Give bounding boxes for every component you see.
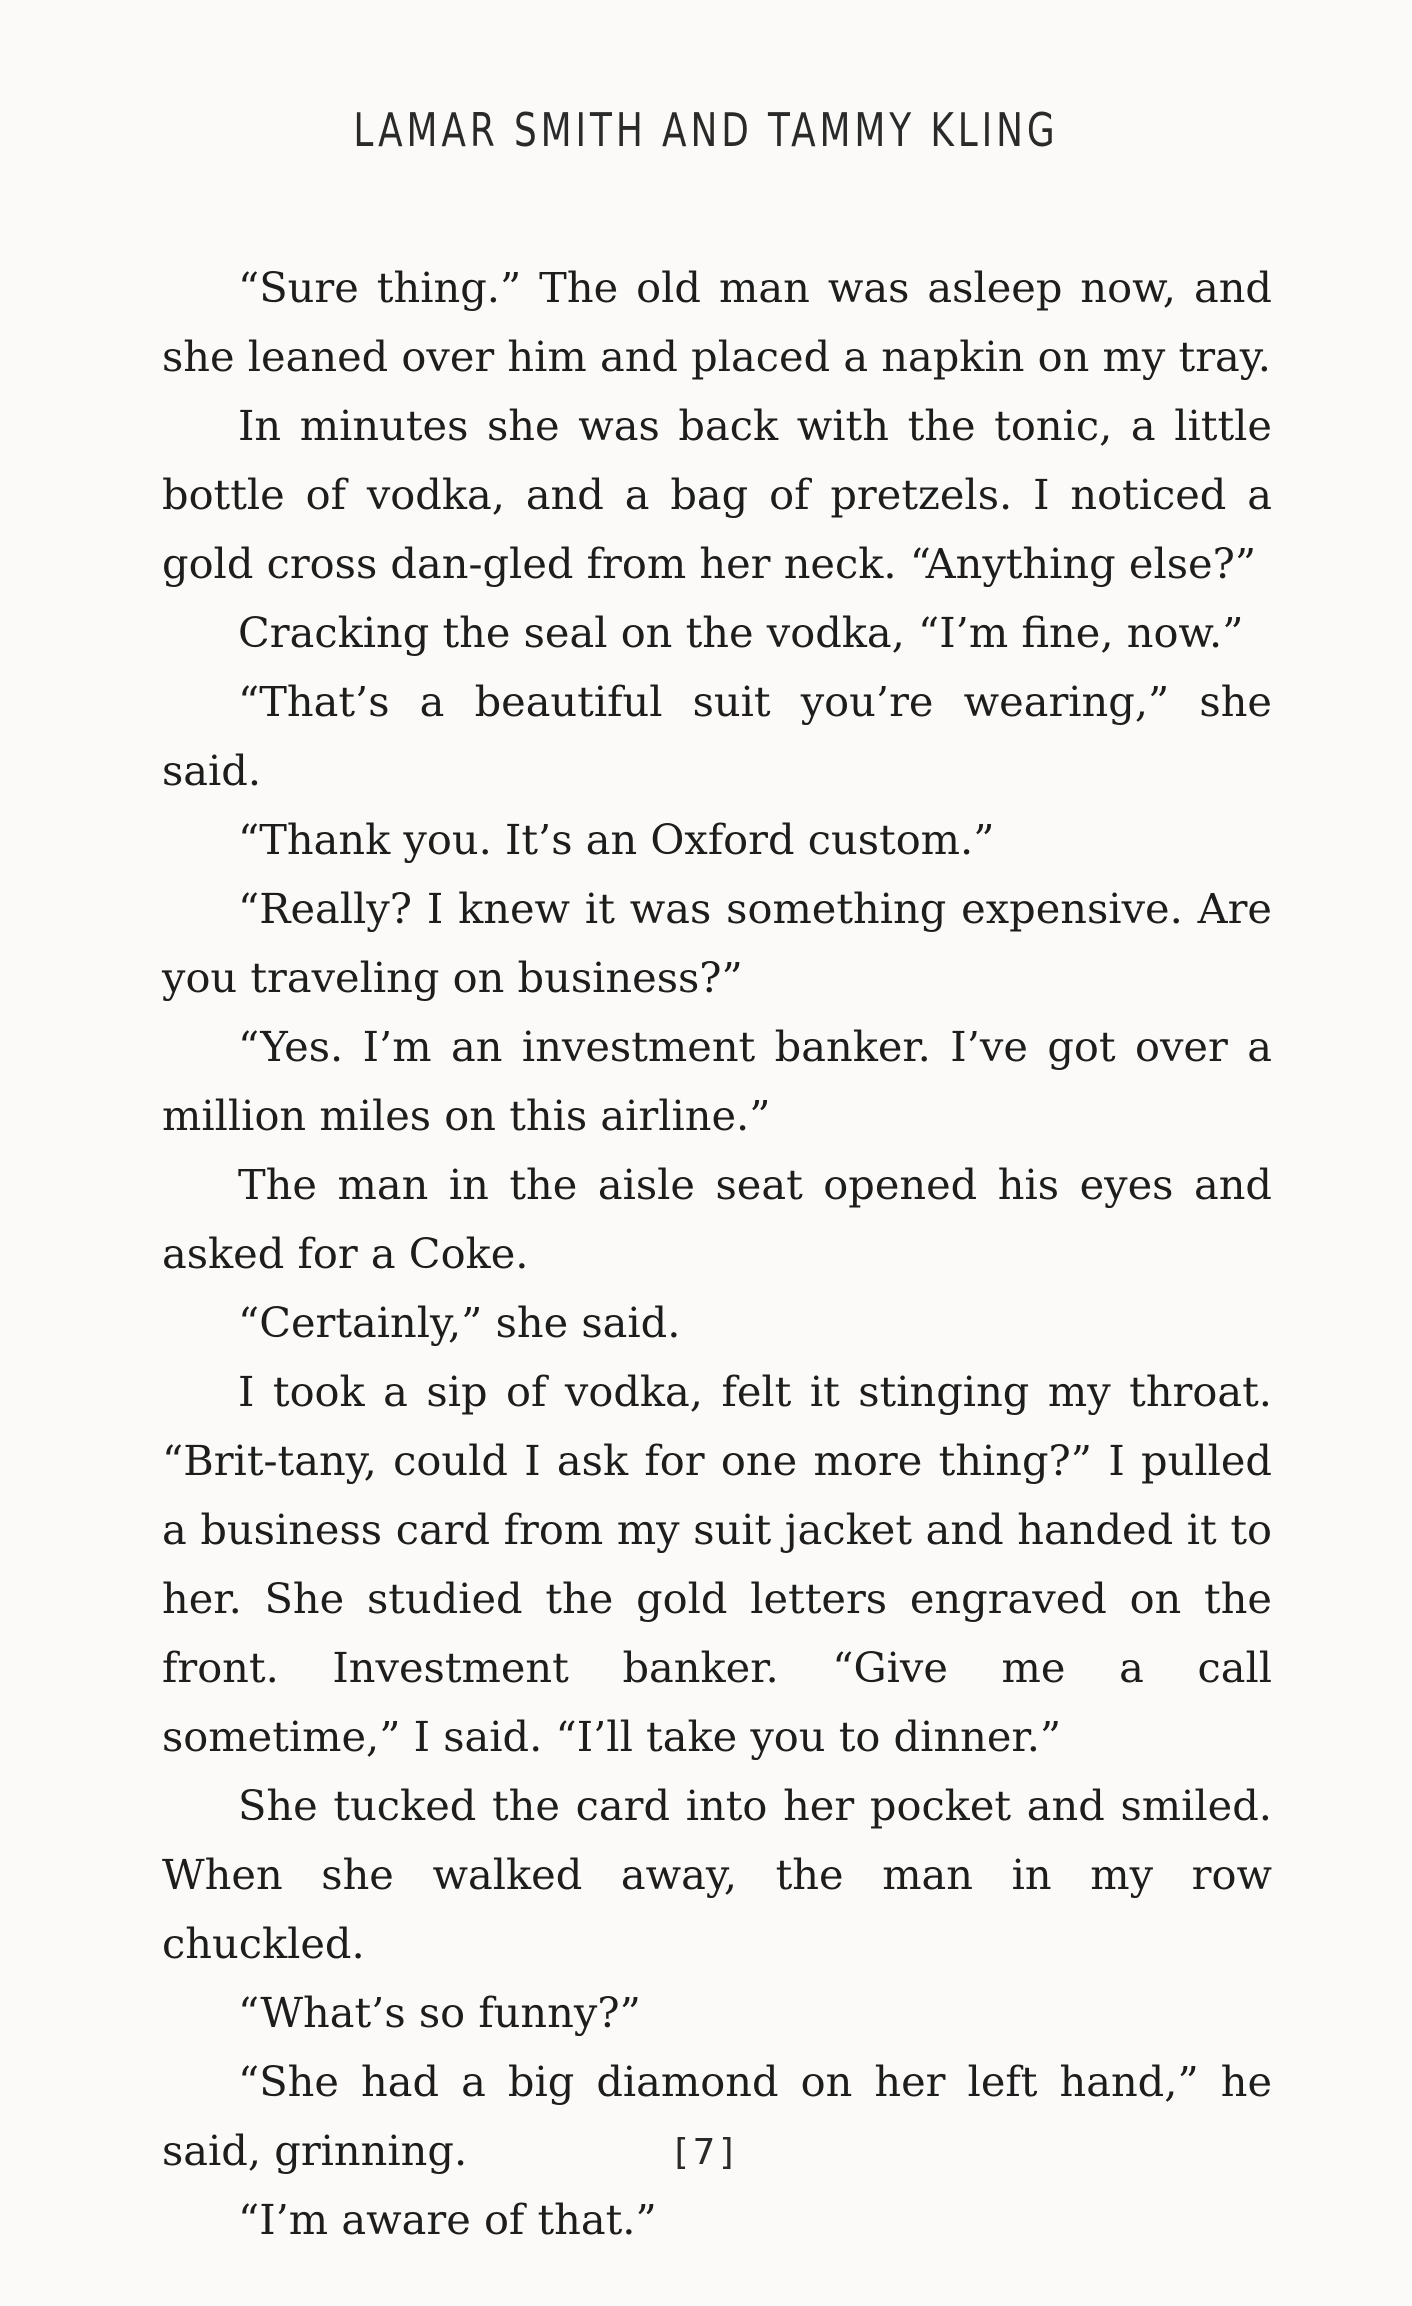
body-text bbox=[162, 253, 1272, 2254]
paragraph: “She had a big diamond on her left hand,” he said, grinning. bbox=[162, 2057, 1272, 2175]
paragraph: “Certainly,” she said. bbox=[238, 1298, 681, 1347]
paragraph: “Sure thing.” The old man was asleep now, and she leaned over him and placed a napkin on my tray. bbox=[162, 263, 1272, 381]
running-head: LAMAR SMITH AND TAMMY KLING bbox=[353, 103, 1059, 157]
paragraph: “Really? I knew it was something expensive. Are you traveling on business?” bbox=[162, 884, 1272, 1002]
paragraph: “That’s a beautiful suit you’re wearing,” she said. bbox=[162, 677, 1272, 795]
paragraph: “Yes. I’m an investment banker. I’ve got over a million miles on this airline.” bbox=[162, 1022, 1272, 1140]
paragraph: She tucked the card into her pocket and smiled. When she walked away, the man in my row chuckled. bbox=[162, 1781, 1272, 1968]
paragraph: “What’s so funny?” bbox=[238, 1988, 641, 2037]
paragraph: “Thank you. It’s an Oxford custom.” bbox=[238, 815, 995, 864]
paragraph: “I’m aware of that.” bbox=[238, 2195, 657, 2244]
paragraph: I took a sip of vodka, felt it stinging my throat. “Brit-tany, could I ask for one more thing?” I pulled a business card from my suit jacket and handed it to her. She studied the gold letters engraved on the front. Investment banker. “Give me a call sometime,” I said. “I’ll take you to dinner.” bbox=[162, 1367, 1272, 1761]
paragraph: The man in the aisle seat opened his eyes and asked for a Coke. bbox=[162, 1160, 1272, 1278]
page-number: [7] bbox=[674, 2132, 738, 2173]
paragraph: In minutes she was back with the tonic, a little bottle of vodka, and a bag of pretzels. I noticed a gold cross dan-gled from her neck. “Anything else?” bbox=[162, 401, 1272, 588]
paragraph: Cracking the seal on the vodka, “I’m fine, now.” bbox=[238, 608, 1244, 657]
